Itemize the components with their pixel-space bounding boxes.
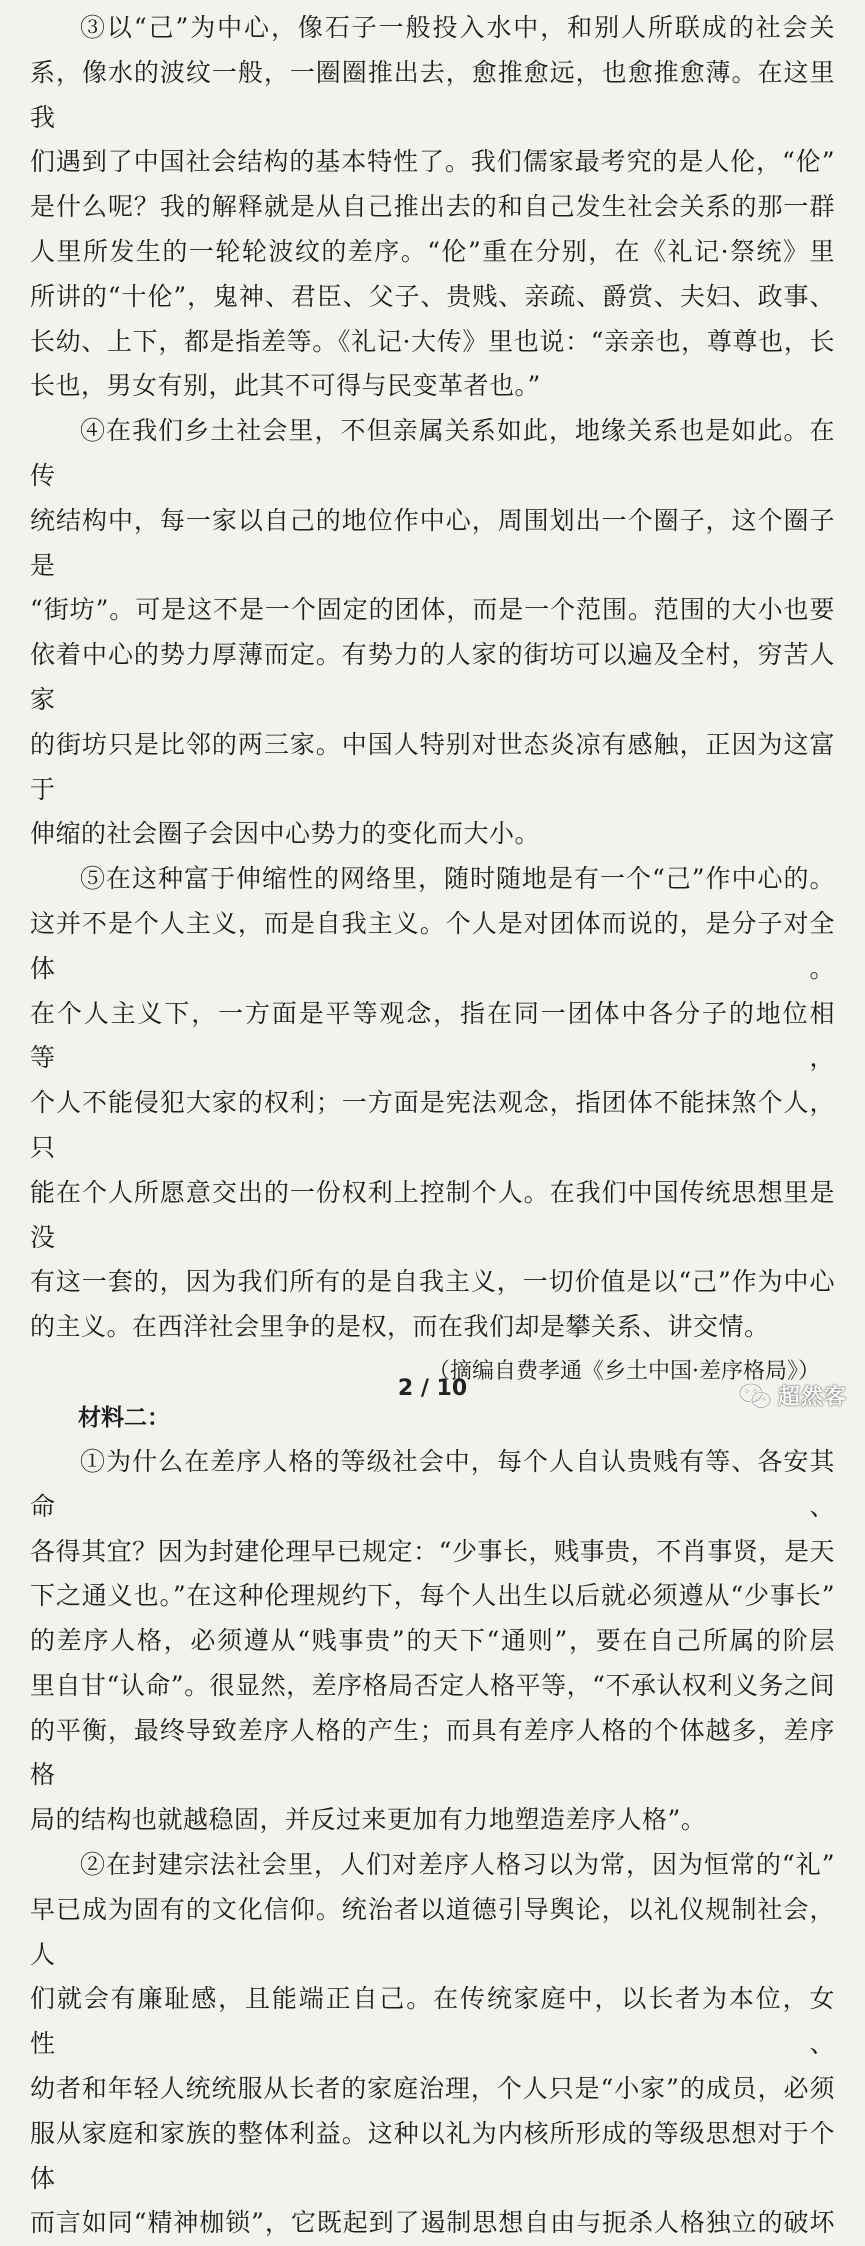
text-line: 依着中心的势力厚薄而定。有势力的人家的街坊可以遍及全村，穷苦人家 xyxy=(30,640,835,714)
text-line: 伸缩的社会圈子会因中心势力的变化而大小。 xyxy=(30,819,541,849)
page-number: 2 / 10 xyxy=(397,1376,468,1401)
text-line: 在个人主义下，一方面是平等观念，指在同一团体中各分子的地位相等， xyxy=(30,998,835,1073)
text-line: 各得其宜？因为封建伦理早已规定：“少事长，贱事贵，不肖事贤，是天 xyxy=(30,1536,835,1566)
text-line: 幼者和年轻人统统服从长者的家庭治理，个人只是“小家”的成员，必须 xyxy=(30,2074,835,2104)
text-line: 里自甘“认命”。很显然，差序格局否定人格平等，“不承认权利义务之间 xyxy=(30,1670,835,1700)
text-line: 的街坊只是比邻的两三家。中国人特别对世态炎凉有感触，正因为这富于 xyxy=(30,729,835,804)
text-line: 服从家庭和家族的整体利益。这种以礼为内核所形成的等级思想对于个体 xyxy=(30,2118,835,2193)
text-line: ⑤在这种富于伸缩性的网络里，随时随地是有一个“己”作中心的。 xyxy=(80,864,835,894)
text-line: 们遇到了中国社会结构的基本特性了。我们儒家最考究的是人伦，“伦” xyxy=(30,147,835,177)
source-citation: （摘编自费孝通《乡土中国·差序格局》） xyxy=(428,1358,820,1384)
text-line: 的平衡，最终导致差序人格的产生；而具有差序人格的个体越多，差序格 xyxy=(30,1715,835,1790)
text-line: 局的结构也就越稳固，并反过来更加有力地塑造差序人格”。 xyxy=(30,1805,707,1835)
text-line: 而言如同“精神枷锁”，它既起到了遏制思想自由与扼杀人格独立的破坏 xyxy=(30,2208,835,2238)
text-line: 系，像水的波纹一般，一圈圈推出去，愈推愈远，也愈推愈薄。在这里我 xyxy=(30,57,835,132)
paragraph-5 xyxy=(30,857,835,1350)
text-line: 们就会有廉耻感，且能端正自己。在传统家庭中，以长者为本位，女性、 xyxy=(30,1984,835,2059)
text-line: 长也，男女有别，此其不可得与民变革者也。” xyxy=(30,371,541,401)
text-line: ④在我们乡土社会里，不但亲属关系如此，地缘关系也是如此。在传 xyxy=(30,416,835,490)
section-heading: 材料二： xyxy=(78,1404,170,1431)
watermark xyxy=(738,1380,847,1411)
text-line: 的主义。在西洋社会里争的是权，而在我们却是攀关系、讲交情。 xyxy=(30,1312,770,1342)
text-line: ①为什么在差序人格的等级社会中，每个人自认贵贱有等、各安其命、 xyxy=(30,1446,835,1521)
paragraph-3 xyxy=(30,6,835,409)
text-line: 能在个人所愿意交出的一份权利上控制个人。在我们中国传统思想里是没 xyxy=(30,1177,835,1252)
paragraph-4 xyxy=(30,409,835,857)
text-line: 是什么呢？我的解释就是从自己推出去的和自己发生社会关系的那一群 xyxy=(30,192,835,222)
text-line: 个人不能侵犯大家的权利；一方面是宪法观念，指团体不能抹煞个人，只 xyxy=(30,1088,835,1162)
watermark-label: 超然客 xyxy=(777,1385,847,1410)
text-line: 这并不是个人主义，而是自我主义。个人是对团体而说的，是分子对全体。 xyxy=(30,908,835,983)
page-footer xyxy=(0,1374,865,1414)
wechat-icon xyxy=(738,1382,772,1410)
material2-paragraph-2 xyxy=(30,1843,835,2246)
material2-paragraph-1 xyxy=(30,1440,835,1843)
text-line: 统结构中，每一家以自己的地位作中心，周围划出一个圈子，这个圈子是 xyxy=(30,505,835,580)
text-line: 有这一套的，因为我们所有的是自我主义，一切价值是以“己”作为中心 xyxy=(30,1267,835,1297)
text-line: ③以“己”为中心，像石子一般投入水中，和别人所联成的社会关 xyxy=(80,13,835,42)
text-line: “街坊”。可是这不是一个固定的团体，而是一个范围。范围的大小也要 xyxy=(30,595,835,625)
text-line: 长幼、上下，都是指差等。《礼记·大传》里也说：“亲亲也，尊尊也，长 xyxy=(30,326,835,356)
text-line: 下之通义也。”在这种伦理规约下，每个人出生以后就必须遵从“少事长” xyxy=(30,1581,835,1611)
text-line: ②在封建宗法社会里，人们对差序人格习以为常，因为恒常的“礼” xyxy=(80,1850,835,1880)
text-line: 早已成为固有的文化信仰。统治者以道德引导舆论，以礼仪规制社会，人 xyxy=(30,1894,835,1969)
text-line: 所讲的“十伦”，鬼神、君臣、父子、贵贱、亲疏、爵赏、夫妇、政事、 xyxy=(30,281,835,311)
text-line: 人里所发生的一轮轮波纹的差序。“伦”重在分别，在《礼记·祭统》里 xyxy=(30,236,835,266)
text-line: 的差序人格，必须遵从“贱事贵”的天下“通则”，要在自己所属的阶层 xyxy=(30,1626,835,1656)
